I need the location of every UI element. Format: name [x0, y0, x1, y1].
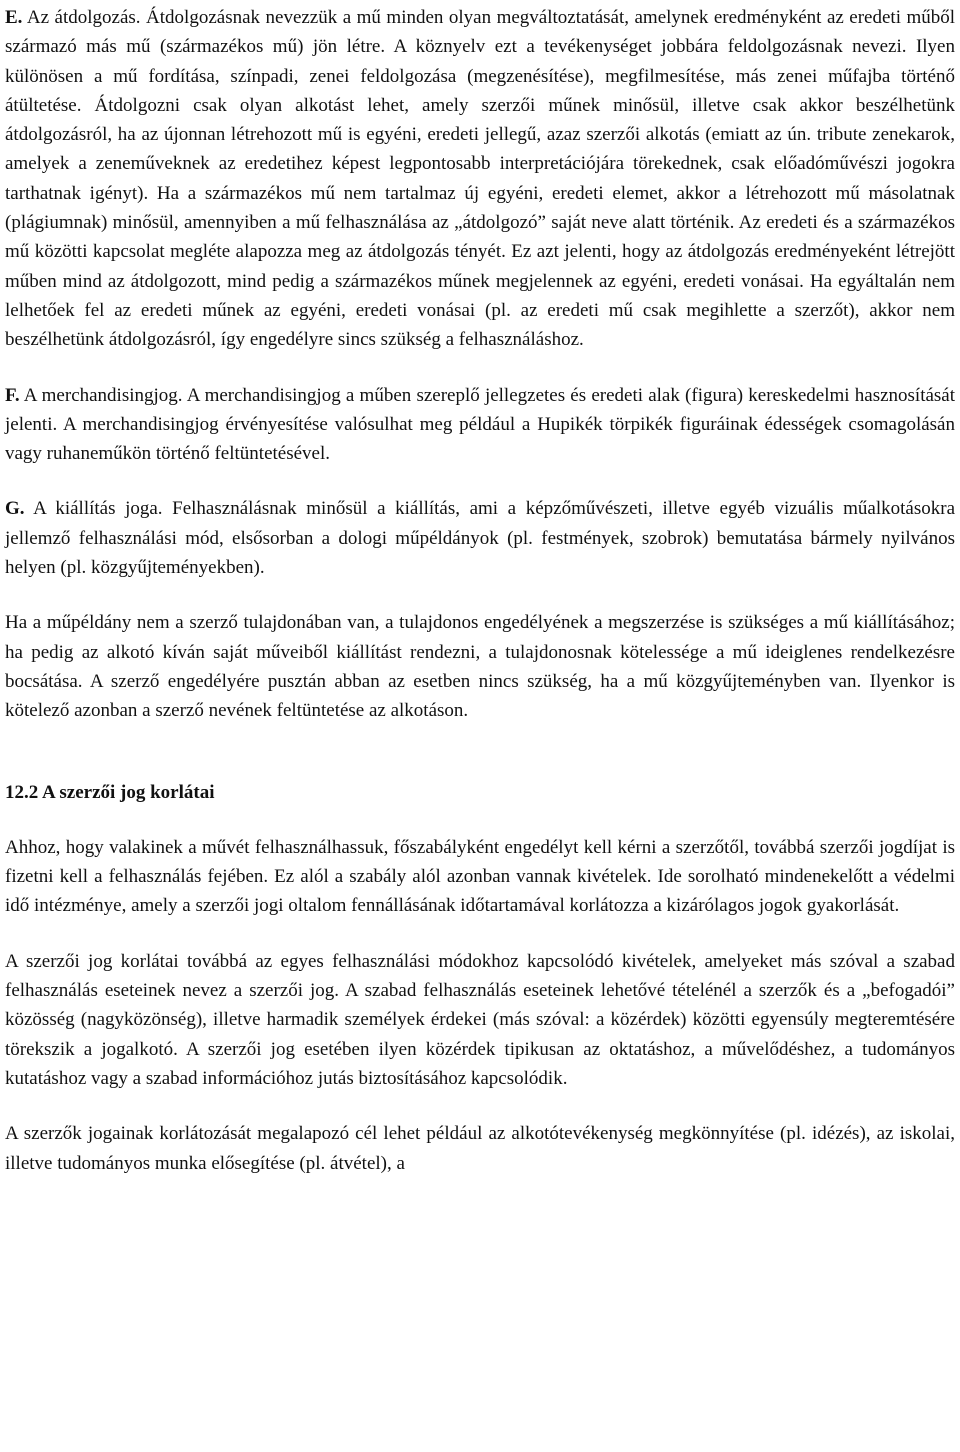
section-f-body: A merchandisingjog a műben szereplő jellegzetes és eredeti alak (figura) kereskedelmi hasznosítását jelenti. A merchandisingjog érvényesítése valósulhat meg például a Hupikék törpikék figuráinak édességek csomagolásán vagy ruhaneműkön történő feltüntetésével.	[5, 384, 956, 465]
section-e-body: Átdolgozásnak nevezzük a mű minden olyan megváltoztatását, amelynek eredményként az eredeti műből származó más mű (származékos mű) jön létre. A köznyelv ezt a tevékenységet jobbára feldolgozásnak nevezi. Ilyen különösen a mű fordítása, színpadi, zenei feldolgozása (megzenésítése), megfilmesítése, más zenei műfajba történő átültetése. Átdolgozni csak olyan alkotást lehet, amely szerzői műnek minősül, illetve csak akkor beszélhetünk átdolgozásról, ha az újonnan létrehozott mű is egyéni, eredeti jellegű, azaz szerzői alkotás (emiatt az ún. tribute zenekarok, amelyek a zeneműveknek az eredetihez képest legpontosabb interpretációjára törekednek, csak előadóművészi jogokra tarthatnak igényt). Ha a származékos mű nem tartalmaz új egyéni, eredeti elemet, akkor a létrehozott mű másolatnak (plágiumnak) minősül, amennyiben a mű felhasználása az „átdolgozó” saját neve alatt történik. Az eredeti és a származékos mű közötti kapcsolat megléte alapozza meg az átdolgozás tényét. Ez azt jelenti, hogy az átdolgozás eredményeként létrejött műben mind az átdolgozott, mind pedig a származékos műnek megjelennek az egyéni, eredeti vonásai. Ha egyáltalán nem lelhetőek fel az eredeti műnek az egyéni, eredeti vonásai (pl. az eredeti mű csak megihlette a szerzőt), akkor nem beszélhetünk átdolgozásról, így engedélyre sincs szükség a felhasználáshoz.	[5, 7, 956, 351]
section-e-title: Az átdolgozás.	[26, 7, 141, 28]
section-g-paragraph	[5, 494, 955, 582]
section-g-paragraph-2: Ha a műpéldány nem a szerző tulajdonában van, a tulajdonos engedélyének a megszerzése is szükséges a mű kiállításához; ha pedig az alkotó kíván saját műveiből kiállítást rendezni, a tulajdonosnak kötelessége a mű ideiglenes rendelkezésre bocsátása. A szerző engedélyére pusztán abban az esetben nincs szükség, ha a mű közgyűjteményben van. Ilyenkor is kötelező azonban a szerző nevének feltüntetése az alkotáson.	[5, 612, 955, 722]
section-g-body: Felhasználásnak minősül a kiállítás, ami a képzőművészeti, illetve egyéb vizuális műalkotásokra jellemző felhasználási mód, elsősorban a dologi műpéldányok (pl. festmények, szobrok) bemutatása bármely nyilvános helyen (pl. közgyűjteményekben).	[5, 498, 956, 579]
paragraph-free-use: A szerzői jog korlátai továbbá az egyes felhasználási módokhoz kapcsolódó kivételek, amelyeket más szóval a szabad felhasználás eseteinek nevez a szerzői jog. A szabad felhasználás eseteinek lehetővé tételénél a szerzők és a „befogadói” közösség (nagyközönség), illetve harmadik személyek érdekei (más szóval: a közérdek) közötti egyensúly megteremtésére törekszik a jogalkotó. A szerzői jog esetében ilyen közérdek tipikusan az oktatáshoz, a művelődéshez, a tudományos kutatáshoz vagy a szabad információhoz jutás biztosításához kapcsolódik.	[5, 950, 955, 1089]
section-e-label: E.	[5, 7, 23, 28]
section-g-title: A kiállítás joga.	[33, 498, 163, 520]
section-g-label: G.	[5, 498, 25, 520]
section-f-title: A merchandisingjog.	[23, 384, 183, 406]
paragraph-limits-intro: Ahhoz, hogy valakinek a művét felhasználhassuk, főszabályként engedélyt kell kérni a szerzőtől, továbbá szerzői jogdíjat is fizetni kell a felhasználás fejében. Ez alól a szabály alól azonban vannak kivételek. Ide sorolható mindenekelőtt a védelmi idő intézménye, amely a szerzői jogi oltalom fennállásának időtartamával korlátozza a kizárólagos jogok gyakorlását.	[5, 836, 955, 917]
section-f-paragraph	[5, 381, 955, 469]
section-heading: 12.2 A szerzői jog korlátai	[5, 781, 215, 803]
paragraph-restriction-goals: A szerzők jogainak korlátozását megalapozó cél lehet például az alkotótevékenység megkönnyítése (pl. idézés), az iskolai, illetve tudományos munka elősegítése (pl. átvétel), a	[5, 1123, 955, 1174]
section-e-paragraph	[5, 3, 955, 355]
section-f-label: F.	[5, 384, 20, 406]
